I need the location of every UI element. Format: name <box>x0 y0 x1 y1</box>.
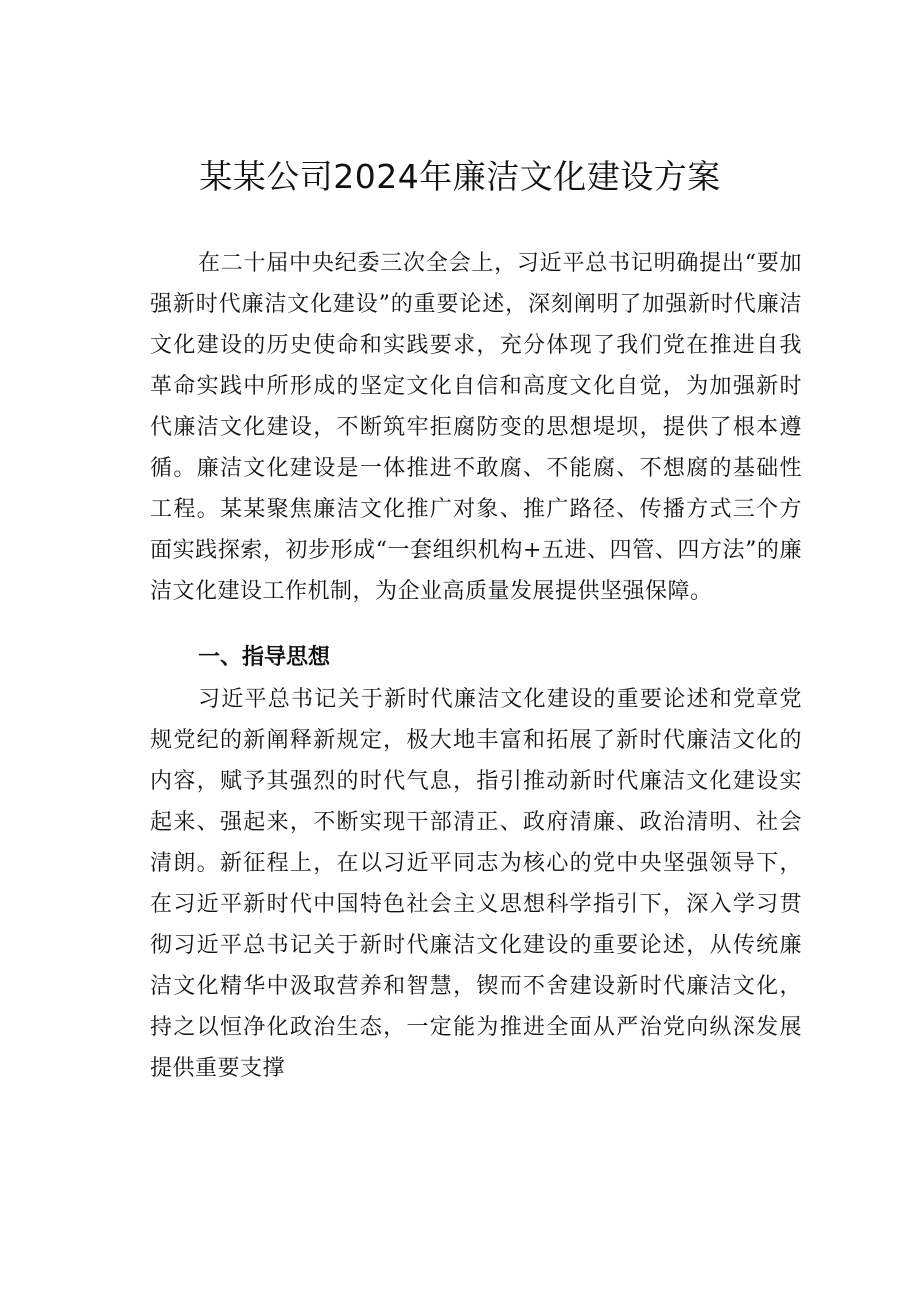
section-body-guiding-ideology: 习近平总书记关于新时代廉洁文化建设的重要论述和党章党规党纪的新阐释新规定，极大地丰富和拓展了新时代廉洁文化的内容，赋予其强烈的时代气息，指引推动新时代廉洁文化建设实起来、强起来，不断实现干部清正、政府清廉、政治清明、社会清朗。新征程上，在以习近平同志为核心的党中央坚强领导下，在习近平新时代中国特色社会主义思想科学指引下，深入学习贯彻习近平总书记关于新时代廉洁文化建设的重要论述，从传统廉洁文化精华中汲取营养和智慧，锲而不舍建设新时代廉洁文化，持之以恒净化政治生态，一定能为推进全面从严治党向纵深发展提供重要支撑 <box>150 687 802 1081</box>
section-heading-guiding-ideology: 一、指导思想 <box>198 645 331 670</box>
document-title: 某某公司2024年廉洁文化建设方案 <box>199 157 721 196</box>
intro-paragraph: 在二十届中央纪委三次全会上，习近平总书记明确提出“要加强新时代廉洁文化建设”的重要论述，深刻阐明了加强新时代廉洁文化建设的历史使命和实践要求，充分体现了我们党在推进自我革命实践中所形成的坚定文化自信和高度文化自觉，为加强新时代廉洁文化建设，不断筑牢拒腐防变的思想堤坝，提供了根本遵循。廉洁文化建设是一体推进不敢腐、不能腐、不想腐的基础性工程。某某聚焦廉洁文化推广对象、推广路径、传播方式三个方面实践探索，初步形成“一套组织机构+五进、四管、四方法”的廉洁文化建设工作机制，为企业高质量发展提供坚强保障。 <box>150 251 802 604</box>
